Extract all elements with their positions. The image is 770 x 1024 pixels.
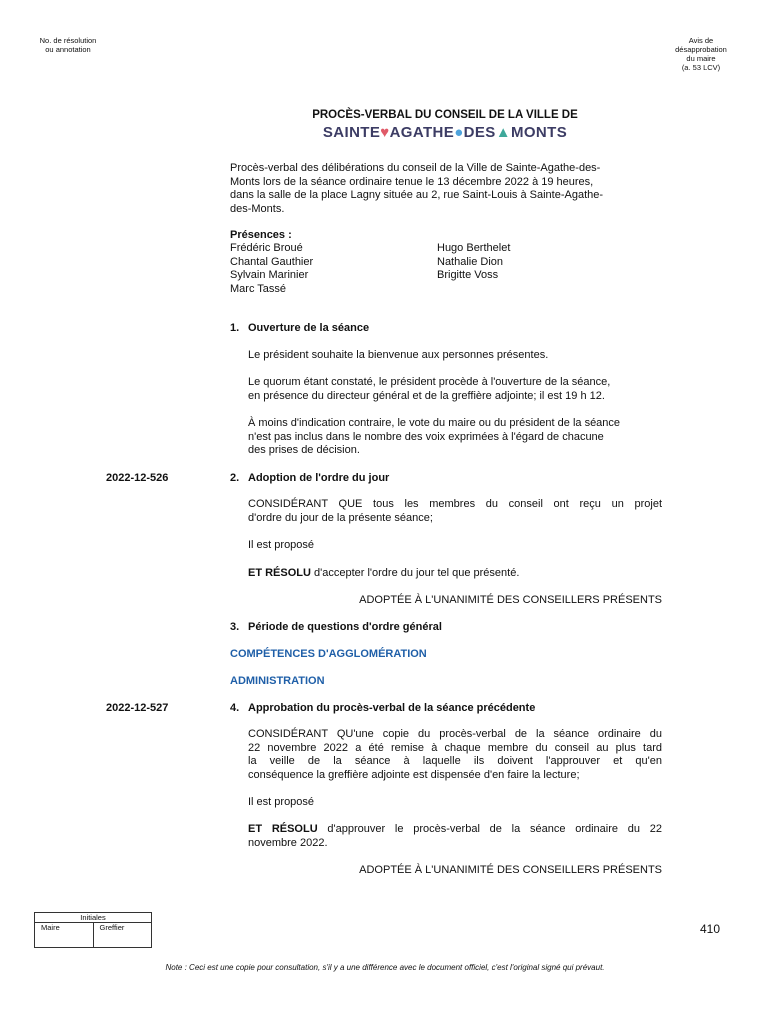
intro-line: des-Monts.	[230, 202, 285, 215]
resolved-text: d'accepter l'ordre du jour tel que présenté.	[310, 567, 520, 579]
paragraph-line: À moins d'indication contraire, le vote du maire ou du président de la séance	[248, 417, 621, 429]
presences-column-1	[230, 242, 313, 296]
disapproval-header-line: Avis de	[688, 36, 714, 45]
section-number: 2.	[230, 472, 240, 484]
resolution-number: 2022-12-527	[106, 702, 169, 714]
section-1-paragraph-1: Le président souhaite la bienvenue aux personnes présentes.	[248, 349, 549, 361]
section-number: 3.	[230, 621, 240, 633]
paragraph-line: des prises de décision.	[248, 444, 360, 456]
section-4-proposed: Il est proposé	[248, 796, 315, 808]
section-title: Adoption de l'ordre du jour	[248, 472, 390, 484]
mountain-icon: ▲	[495, 124, 511, 141]
heart-icon: ♥	[380, 124, 390, 141]
resolved-text: d'approuver le procès-verbal de la séance ordinaire du 22	[317, 823, 662, 835]
initials-title: Initiales	[35, 913, 151, 923]
logo-text: AGATHE	[389, 124, 455, 141]
page-number: 410	[700, 922, 721, 936]
attendee-name: Hugo Berthelet	[437, 242, 511, 254]
logo-text: SAINTE	[322, 124, 381, 141]
footer-note: Note : Ceci est une copie pour consultation, s'il y a une différence avec le document officiel, c'est l'original signé qui prévaut.	[165, 963, 605, 972]
resolution-header-line: ou annotation	[45, 45, 91, 54]
clerk-initials-cell: Greffier	[93, 923, 152, 947]
disapproval-column-header	[662, 36, 740, 72]
city-logo	[230, 124, 660, 141]
section-1-heading	[230, 322, 662, 334]
category-heading-administration: ADMINISTRATION	[230, 675, 325, 687]
attendee-name: Frédéric Broué	[230, 242, 303, 254]
section-title: Ouverture de la séance	[248, 322, 370, 334]
logo-text: MONTS	[510, 124, 568, 141]
attendee-name: Sylvain Marinier	[230, 269, 309, 281]
paragraph-line: Le quorum étant constaté, le président procède à l'ouverture de la séance,	[248, 376, 611, 388]
document-title: PROCÈS-VERBAL DU CONSEIL DE LA VILLE DE	[312, 109, 578, 121]
section-2-proposed: Il est proposé	[248, 539, 315, 551]
section-4-resolved	[248, 823, 662, 850]
disapproval-header-line: désapprobation	[675, 45, 727, 54]
paragraph-line: conséquence la greffière adjointe est dispensée d'en faire la lecture;	[248, 768, 580, 781]
category-heading-agglomeration: COMPÉTENCES D'AGGLOMÉRATION	[230, 648, 427, 660]
attendee-name: Brigitte Voss	[437, 269, 499, 281]
section-3-heading	[230, 621, 662, 633]
presences-column-2	[437, 242, 510, 283]
section-number: 1.	[230, 322, 240, 334]
attendee-name: Chantal Gauthier	[230, 255, 314, 268]
paragraph-line: CONSIDÉRANT QU'une copie du procès-verbal de la séance ordinaire du	[248, 728, 662, 740]
section-2-heading	[230, 472, 662, 484]
section-4-heading	[230, 702, 662, 714]
paragraph-line	[248, 823, 662, 837]
paragraph-line: en présence du directeur général et de la greffière adjointe; il est 19 h 12.	[248, 389, 605, 402]
section-4-considering	[248, 728, 662, 782]
section-1-paragraph-2	[248, 376, 662, 403]
resolved-label: ET RÉSOLU	[248, 823, 318, 835]
section-title: Approbation du procès-verbal de la séance précédente	[248, 702, 536, 714]
logo-text: DES	[463, 124, 496, 141]
resolution-header-line: No. de résolution	[39, 36, 97, 45]
initials-box	[34, 912, 152, 948]
paragraph-line: novembre 2022.	[248, 836, 328, 849]
paragraph-line: CONSIDÉRANT QUE tous les membres du conseil ont reçu un projet	[248, 498, 662, 510]
attendee-name: Nathalie Dion	[437, 255, 504, 268]
attendee-name: Marc Tassé	[230, 282, 287, 295]
section-2-resolved	[248, 567, 662, 581]
paragraph-line: la veille de la séance à laquelle ils doivent l'approuver et qu'en	[248, 755, 662, 767]
section-title: Période de questions d'ordre général	[248, 621, 442, 633]
section-number: 4.	[230, 702, 240, 714]
intro-line: Procès-verbal des délibérations du conseil de la Ville de Sainte-Agathe-des-	[230, 162, 601, 174]
presences-label: Présences :	[230, 229, 292, 241]
mayor-initials-cell: Maire	[41, 923, 60, 932]
paragraph-line: 22 novembre 2022 a été remise à chaque membre du conseil au plus tard	[248, 741, 662, 754]
disapproval-header-line: (a. 53 LCV)	[681, 63, 721, 72]
disapproval-header-line: du maire	[686, 54, 716, 63]
resolution-number: 2022-12-526	[106, 472, 169, 484]
intro-line: Monts lors de la séance ordinaire tenue le 13 décembre 2022 à 19 heures,	[230, 175, 594, 188]
section-2-considering	[248, 498, 662, 525]
paragraph-line: n'est pas inclus dans le nombre des voix exprimées à l'égard de chacune	[248, 430, 604, 443]
intro-paragraph	[230, 162, 662, 216]
section-1-paragraph-3	[248, 417, 662, 458]
circle-icon: ●	[454, 124, 464, 141]
intro-line: dans la salle de la place Lagny située au 2, rue Saint-Louis à Sainte-Agathe-	[230, 189, 604, 201]
initials-row	[35, 923, 151, 947]
resolution-column-header	[30, 36, 106, 54]
section-4-adopted: ADOPTÉE À L'UNANIMITÉ DES CONSEILLERS PRÉSENTS	[359, 864, 662, 876]
section-2-adopted: ADOPTÉE À L'UNANIMITÉ DES CONSEILLERS PRÉSENTS	[359, 594, 662, 606]
resolved-label: ET RÉSOLU	[248, 567, 311, 579]
paragraph-line: d'ordre du jour de la présente séance;	[248, 511, 433, 524]
